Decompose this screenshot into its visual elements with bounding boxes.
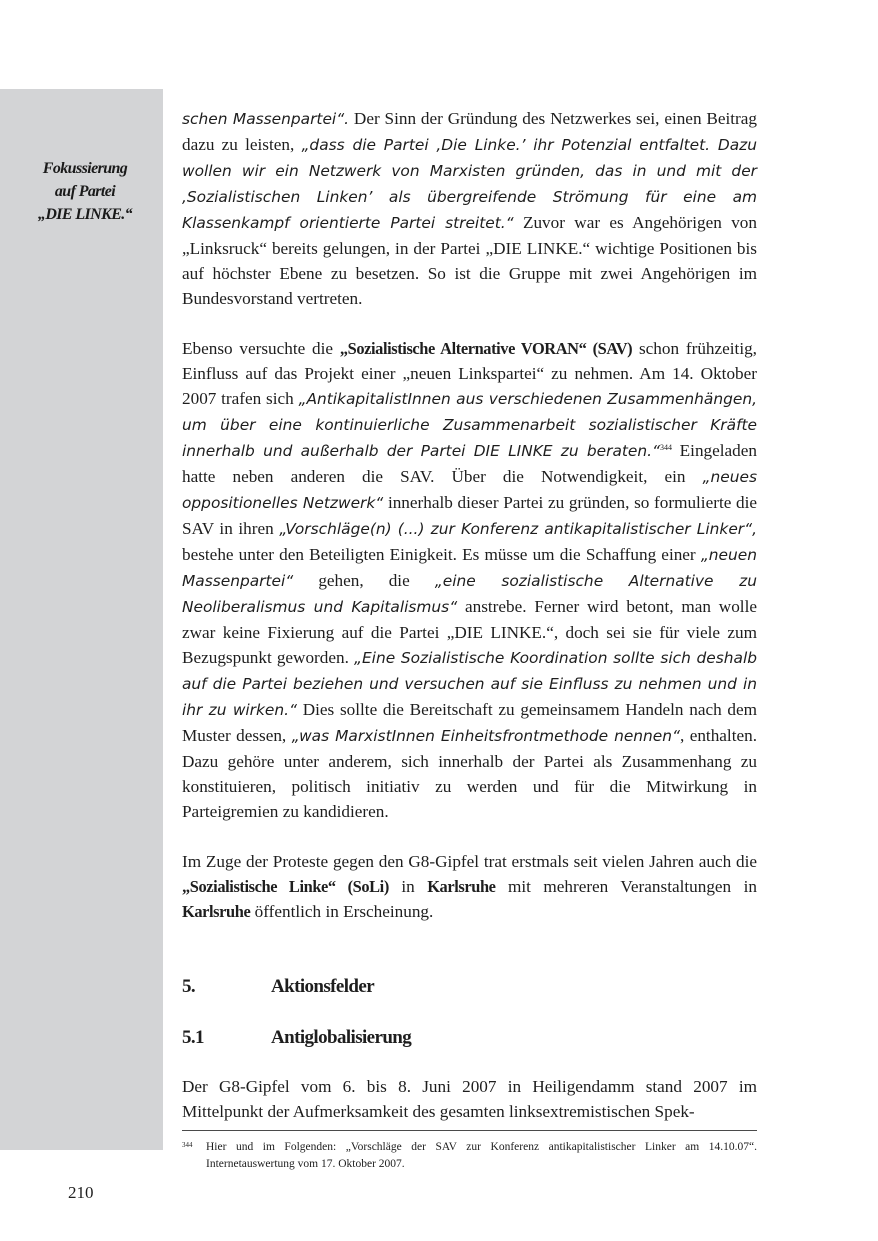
text: in (388, 877, 428, 896)
section-heading-5-1 (182, 1025, 757, 1050)
marginal-note (10, 157, 160, 226)
text: innerhalb dieser Partei zu gründen, so formulierte die SAV in ihren (182, 493, 757, 538)
main-text (182, 106, 757, 1124)
footnote-number: 344 (182, 1141, 193, 1149)
text: bestehe unter den Beteiligten Einigkeit. Es müsse um die Schaffung einer (182, 545, 701, 564)
section-title: Antiglobalisierung (271, 1027, 412, 1048)
section-number: 5.1 (182, 1027, 204, 1048)
quote: „dass die Partei ‚Die Linke.’ ihr Potenzial entfaltet. Dazu wollen wir ein Netzwerk von Marxisten gründen, das in und mit der ‚Sozialistischen Linken’ als übergreifende Strömung für eine am Klassenkampf orientierte Partei streitet.“ (182, 136, 757, 232)
org-name-soli: „Sozialistische Linke“ (SoLi) (182, 877, 389, 896)
quote: „Eine Sozialistische Koordination sollte sich deshalb auf die Partei beziehen und versuchen auf sie Einfluss zu nehmen und in ihr zu wirken.“ (182, 649, 757, 719)
quote: „eine sozialistische Alternative zu Neoliberalismus und Kapitalismus“ (182, 572, 757, 616)
section-title: Aktionsfelder (271, 976, 375, 997)
text: , enthalten. Dazu gehöre unter anderem, sich innerhalb der Partei als Zusammenhang zu konstituieren, politisch initiativ zu werden und für die Mitwirkung in Parteigremien zu kandidieren. (182, 726, 758, 821)
quote: „neues oppositionelles Netzwerk“ (182, 468, 757, 512)
text: anstrebe. Ferner wird betont, man wolle zwar keine Fixierung auf die Partei „DIE LINKE.“, doch sei sie für viele zum Bezugspunkt geworden. (182, 597, 757, 667)
paragraph-1 (182, 106, 757, 311)
text: Im Zuge der Proteste gegen den G8-Gipfel trat erstmals seit vielen Jahren auch die (182, 852, 757, 871)
text: Dies sollte die Bereitschaft zu gemeinsamem Handeln nach dem Muster dessen, (182, 700, 758, 745)
quote: „Vorschläge(n) (...) zur Konferenz antikapitalistischer Linker“, (279, 520, 757, 538)
quote: „was MarxistInnen Einheitsfrontmethode nennen“ (291, 727, 680, 745)
text: mit mehreren Veranstaltungen in (495, 877, 757, 896)
margin-sidebar (0, 89, 163, 1150)
text: Zuvor war es Angehörigen von „Linksruck“ bereits gelungen, in der Partei „DIE LINKE.“ wichtige Positionen bis auf höchster Ebene zu besetzen. So ist die Gruppe mit zwei Angehörigen im Bundesvorstand vertreten. (182, 213, 757, 308)
text: gehen, die (293, 571, 435, 590)
text: Ebenso versuchte die (182, 339, 340, 358)
section-heading-5 (182, 974, 757, 999)
section-number: 5. (182, 976, 196, 997)
marginal-note-line-1: Fokussierung (42, 160, 128, 177)
text: öffentlich in Erscheinung. (250, 902, 434, 921)
page-number: 210 (68, 1183, 94, 1202)
text: Der Sinn der Gründung des Netzwerkes sei, einen Beitrag dazu zu leisten, (182, 109, 757, 154)
place-name: Karlsruhe (182, 902, 251, 921)
marginal-note-line-2: auf Partei (54, 183, 116, 200)
footnote (182, 1139, 757, 1173)
paragraph-2 (182, 336, 757, 824)
footnote-divider (182, 1130, 757, 1131)
org-name-sav: „Sozialistische Alternative VORAN“ (SAV) (339, 339, 633, 358)
marginal-note-line-3: „DIE LINKE.“ (37, 206, 133, 223)
paragraph-3 (182, 849, 757, 924)
quote: „neuen Massenpartei“ (182, 546, 757, 590)
place-name: Karlsruhe (427, 877, 496, 896)
footnote-text: Hier und im Folgenden: „Vorschläge der SAV zur Konferenz antikapitalistischer Linker am 14.10.07“. Internetauswertung vom 17. Oktober 2007. (206, 1141, 757, 1170)
footnote-reference: 344 (660, 443, 673, 452)
paragraph-4: Der G8-Gipfel vom 6. bis 8. Juni 2007 in Heiligendamm stand 2007 im Mittelpunkt der Aufmerksamkeit des gesamten linksextremistischen Spek- (182, 1077, 757, 1121)
text: Eingeladen hatte neben anderen die SAV. Über die Notwendigkeit, ein (182, 441, 757, 486)
text: schon frühzeitig, Einfluss auf das Projekt einer „neuen Linkspartei“ zu nehmen. Am 14. Oktober 2007 trafen sich (182, 339, 757, 408)
quote: schen Massenpartei“. (182, 110, 350, 128)
quote: „AntikapitalistInnen aus verschiedenen Zusammenhängen, um über eine kontinuierliche Zusammenarbeit sozialistischer Kräfte innerhalb und außerhalb der Partei DIE LINKE zu beraten.“ (182, 390, 757, 460)
